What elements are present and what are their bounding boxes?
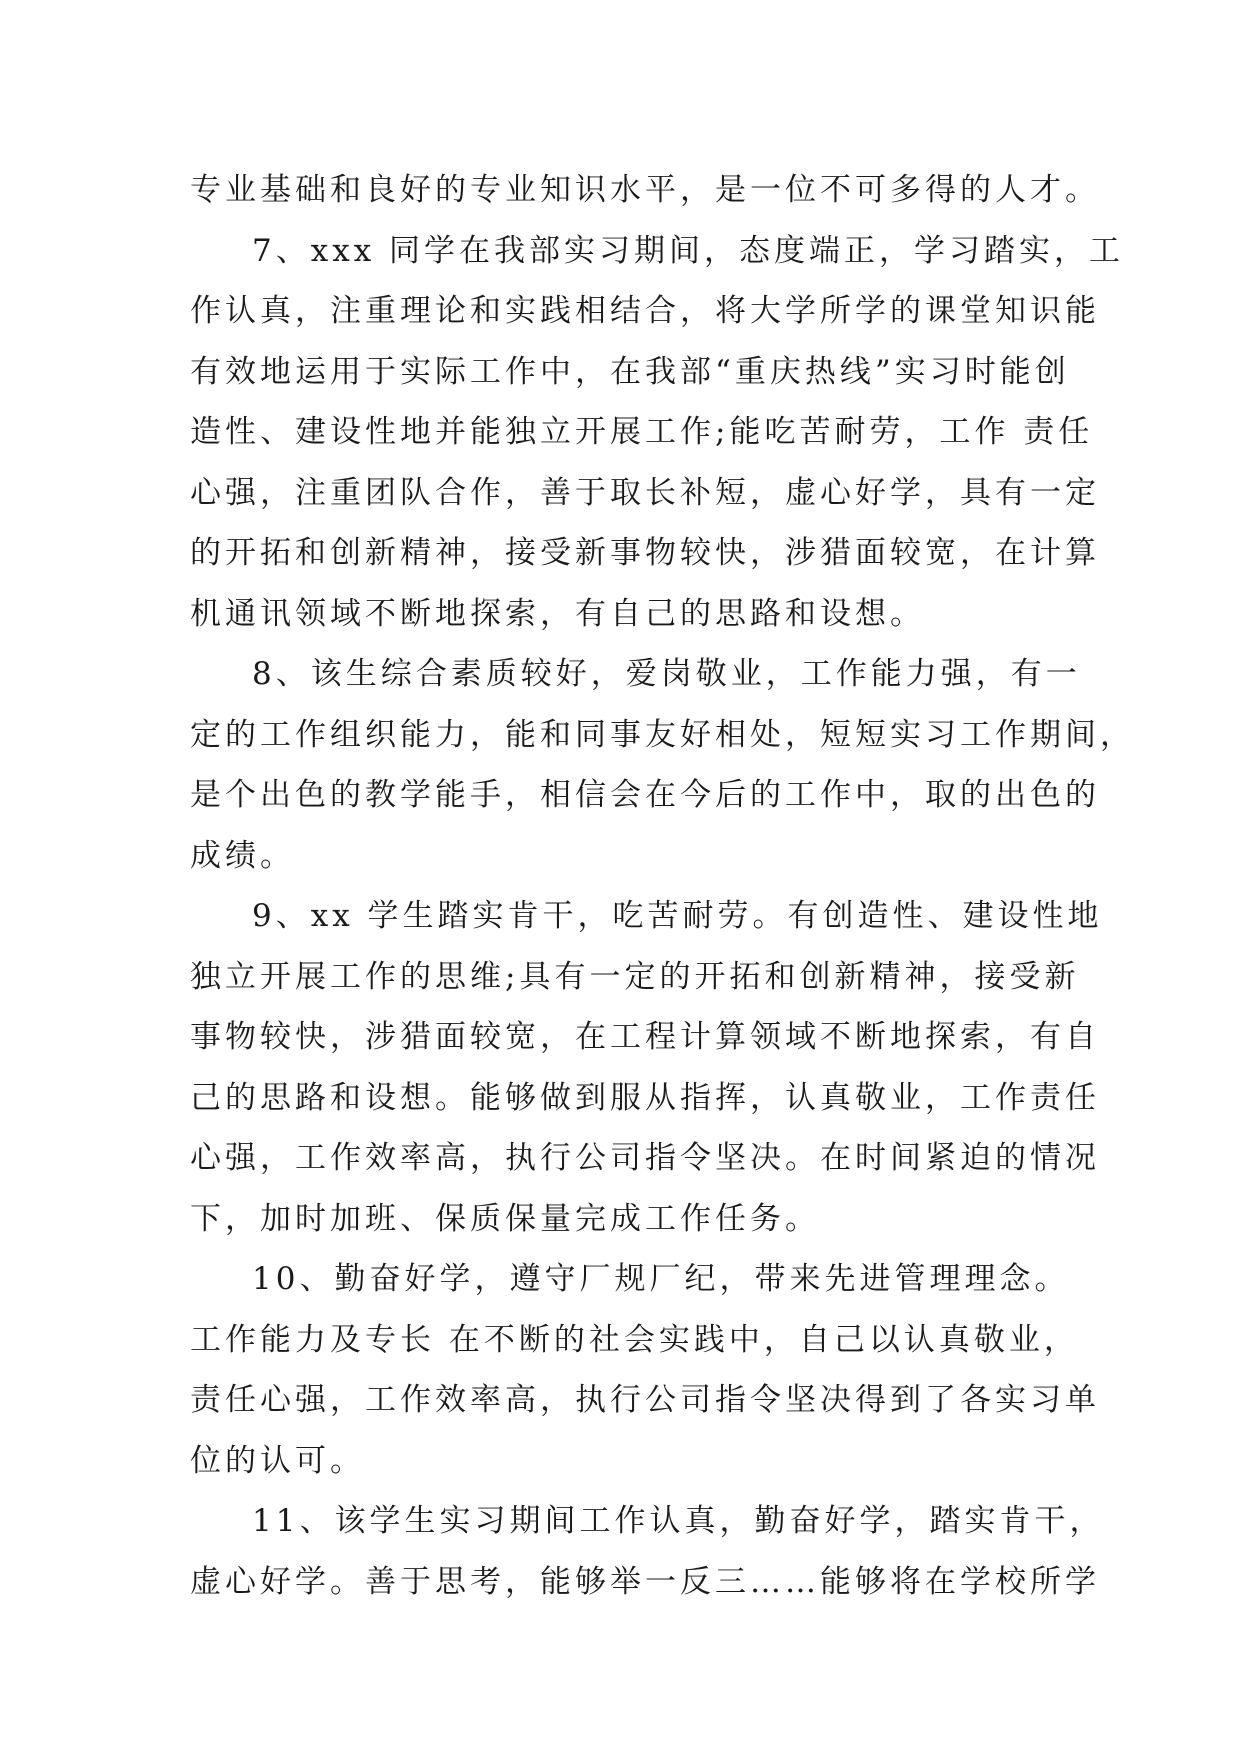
paragraph — [190, 886, 1103, 1249]
text-line: 心强，工作效率高，执行公司指令坚决。在时间紧迫的情况 — [190, 1140, 1100, 1176]
text-line: 有效地运用于实际工作中，在我部“重庆热线”实习时能创 — [190, 353, 1070, 390]
text-line: 7、xxx 同学在我部实习期间，态度端正，学习踏实，工 — [252, 232, 1125, 269]
text-line: 10、勤奋好学，遵守厂规厂纪，带来先进管理理念。 — [252, 1261, 1070, 1297]
text-line: 己的思路和设想。能够做到服从指挥，认真敬业，工作责任 — [190, 1079, 1100, 1116]
paragraph — [190, 1491, 1105, 1612]
text-line: 是个出色的教学能手，相信会在今后的工作中，取的出色的 — [190, 777, 1100, 813]
text-line: 工作能力及专长 在不断的社会实践中，自己以认真敬业， — [190, 1321, 1079, 1358]
text-line: 成绩。 — [190, 837, 295, 874]
paragraph — [190, 160, 1100, 221]
text-line: 作认真，注重理论和实践相结合，将大学所学的课堂知识能 — [190, 293, 1100, 329]
paragraph — [190, 1249, 1100, 1491]
text-line: 机通讯领域不断地探索，有自己的思路和设想。 — [190, 595, 925, 632]
text-line: 的开拓和创新精神，接受新事物较快，涉猎面较宽，在计算 — [190, 535, 1100, 571]
paragraph — [190, 644, 1135, 886]
text-line: 专业基础和良好的专业知识水平，是一位不可多得的人才。 — [190, 172, 1100, 208]
paragraph — [190, 221, 1125, 645]
text-line: 8、该生综合素质较好，爱岗敬业，工作能力强，有一 — [252, 656, 1081, 692]
text-line: 心强，注重团队合作，善于取长补短，虚心好学，具有一定 — [190, 474, 1100, 511]
text-line: 事物较快，涉猎面较宽，在工程计算领域不断地探索，有自 — [190, 1019, 1100, 1055]
text-line: 定的工作组织能力，能和同事友好相处，短短实习工作期间， — [190, 716, 1135, 753]
text-line: 虚心好学。善于思考，能够举一反三……能够将在学校所学 — [190, 1563, 1100, 1600]
text-line: 造性、建设性地并能独立开展工作;能吃苦耐劳，工作 责任 — [190, 414, 1094, 450]
text-line: 位的认可。 — [190, 1442, 365, 1479]
document-body — [190, 160, 1135, 1612]
text-line: 11、该学生实习期间工作认真，勤奋好学，踏实肯干， — [252, 1503, 1105, 1539]
text-line: 9、xx 学生踏实肯干，吃苦耐劳。有创造性、建设性地 — [252, 898, 1103, 934]
text-line: 下，加时加班、保质保量完成工作任务。 — [190, 1200, 820, 1237]
text-line: 责任心强，工作效率高，执行公司指令坚决得到了各实习单 — [190, 1382, 1100, 1418]
text-line: 独立开展工作的思维;具有一定的开拓和创新精神，接受新 — [190, 958, 1080, 995]
